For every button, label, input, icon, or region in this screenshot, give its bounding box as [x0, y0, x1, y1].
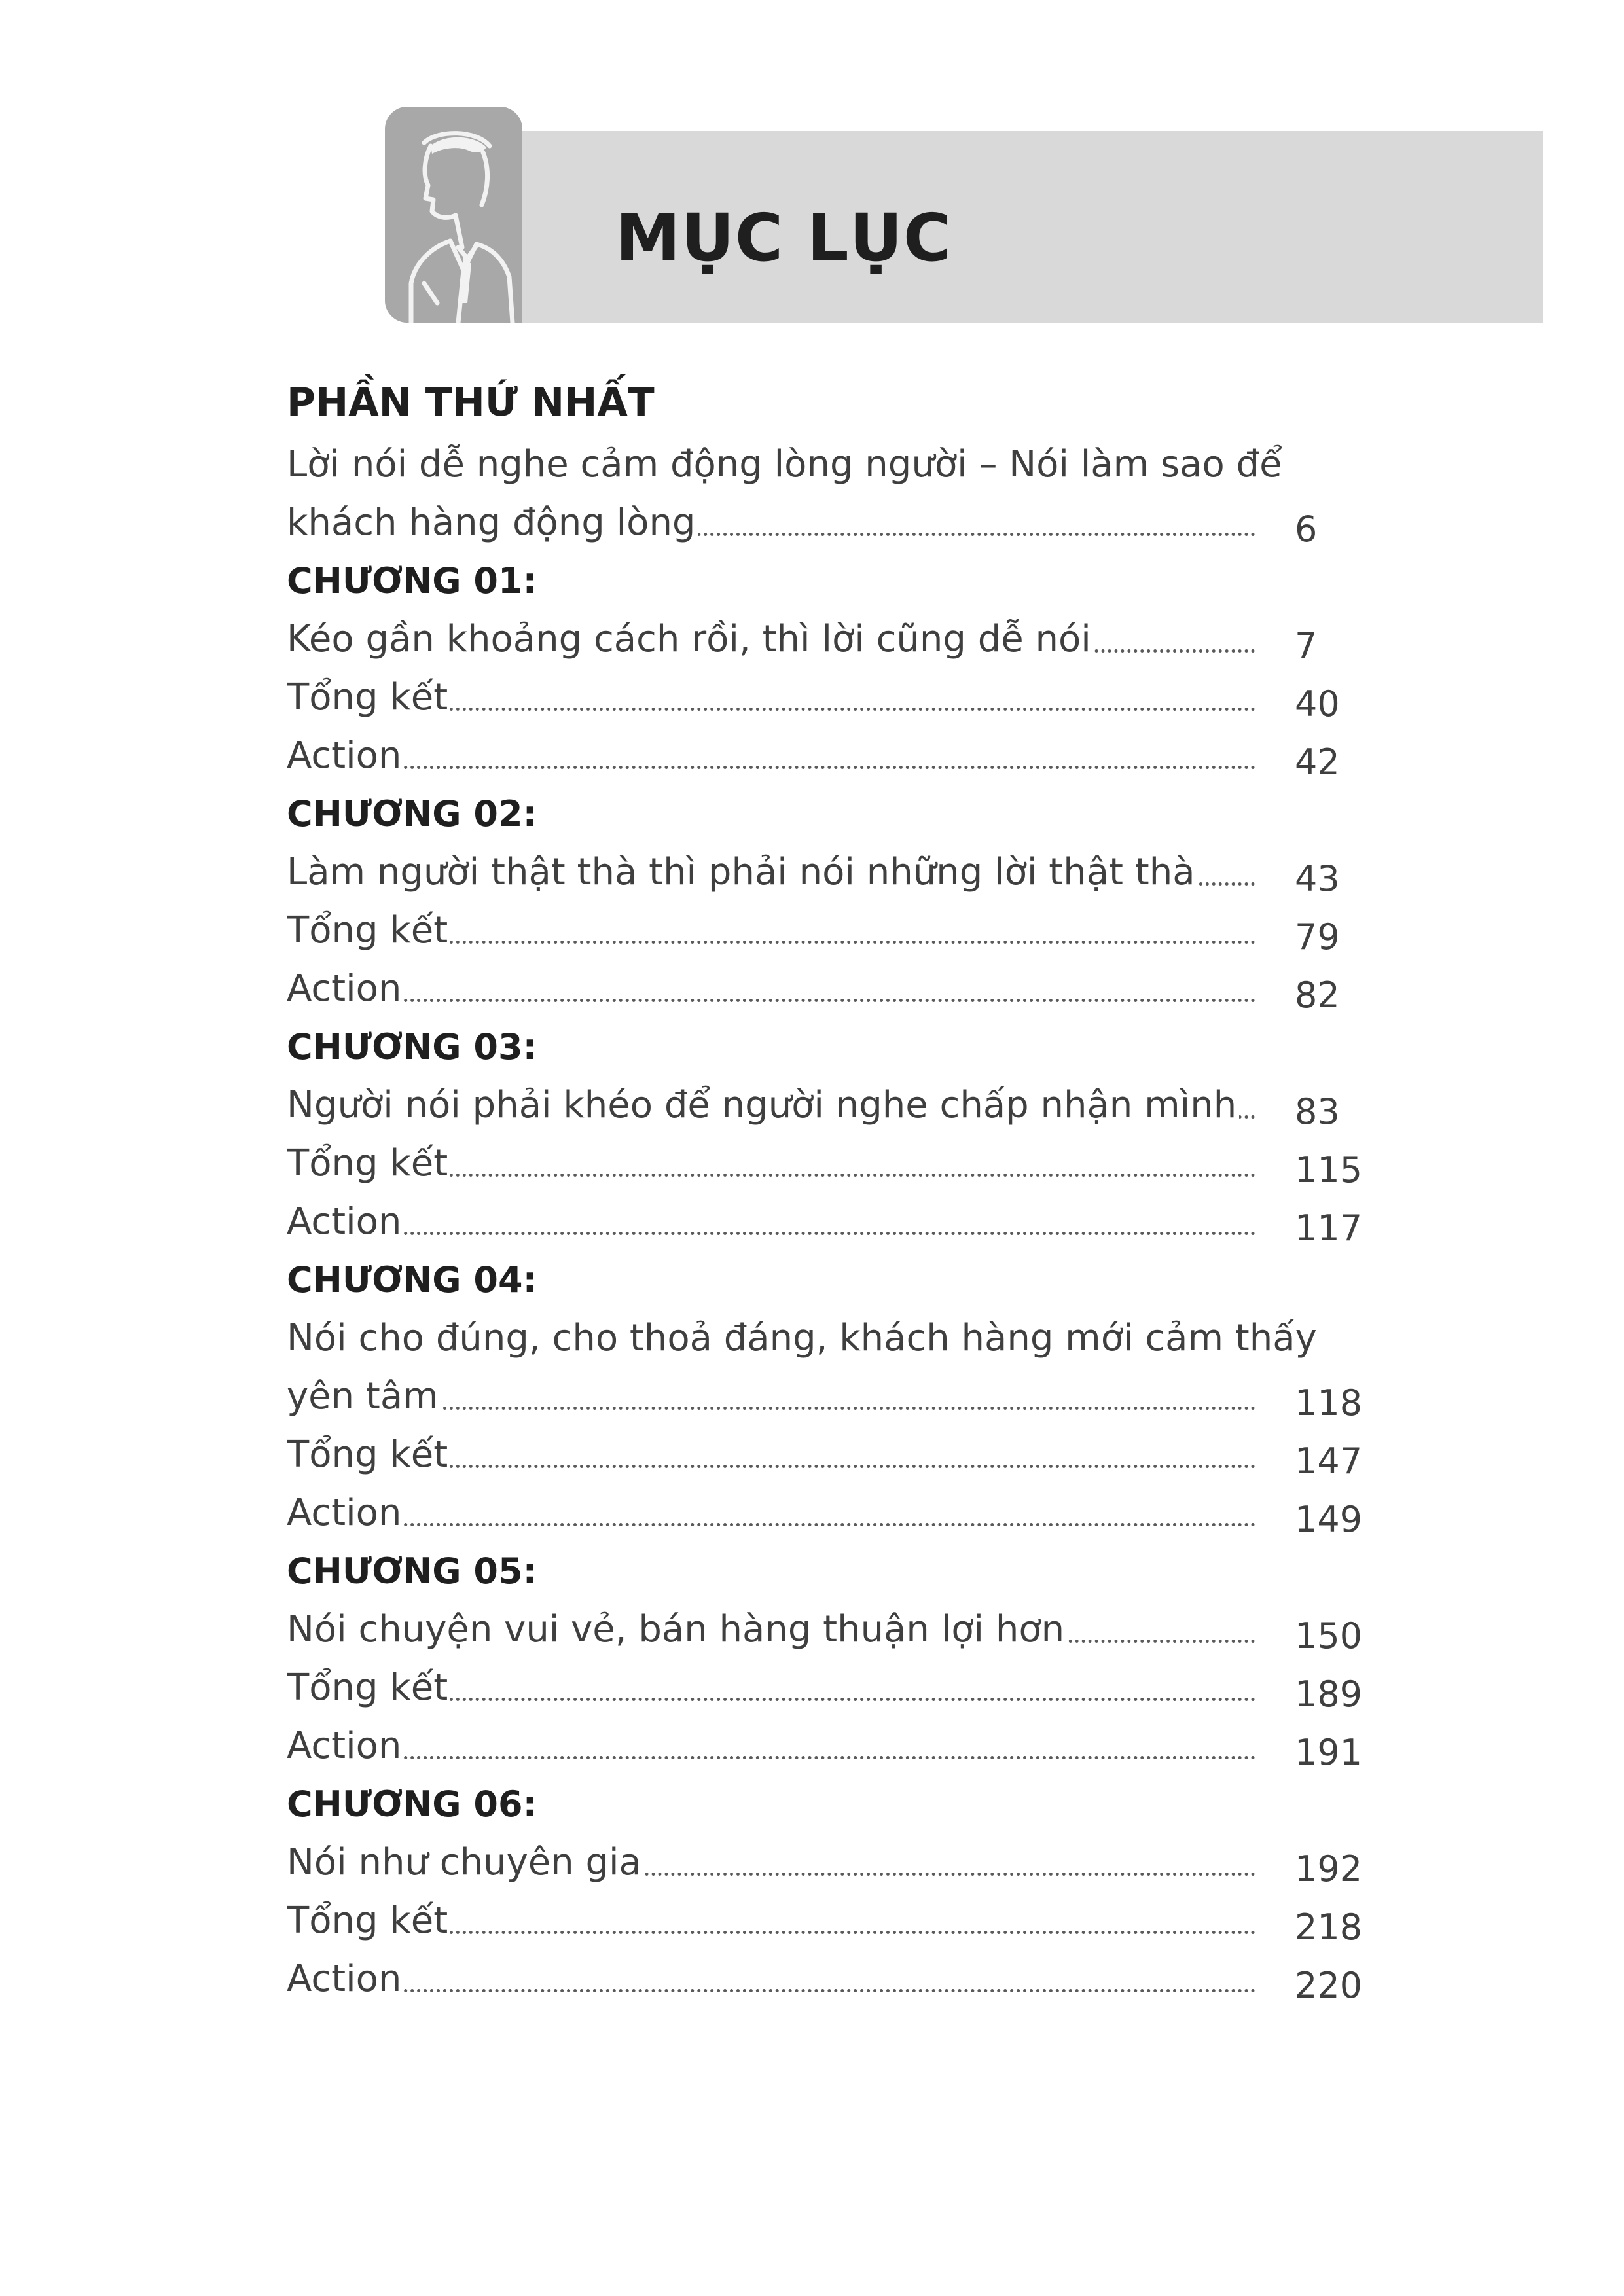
logo-badge: [385, 107, 522, 323]
toc-page-number: 191: [1295, 1732, 1363, 1773]
table-of-contents: [287, 370, 1399, 2008]
toc-entry[interactable]: [287, 1833, 1399, 1892]
toc-entry-text: Người nói phải khéo để người nghe chấp nhận mình: [287, 1084, 1239, 1126]
toc-entry-text: Action: [287, 734, 404, 777]
chapter-heading: CHƯƠNG 01:: [287, 560, 537, 601]
toc-entry[interactable]: [287, 1484, 1399, 1542]
chapter-heading: CHƯƠNG 04:: [287, 1259, 537, 1300]
toc-entry[interactable]: [287, 1134, 1399, 1193]
toc-entry-text: Tổng kết: [287, 909, 450, 952]
toc-page-number: 79: [1295, 916, 1340, 958]
toc-entry[interactable]: [287, 1193, 1399, 1251]
toc-page-number: 118: [1295, 1382, 1363, 1424]
toc-entry-text: Kéo gần khoảng cách rồi, thì lời cũng dễ nói: [287, 618, 1094, 660]
toc-entry[interactable]: [287, 1076, 1399, 1134]
toc-page-number: 117: [1295, 1208, 1363, 1249]
toc-entry-text: Action: [287, 967, 404, 1010]
toc-entry[interactable]: [287, 901, 1399, 960]
toc-entry[interactable]: [287, 668, 1399, 726]
toc-entry[interactable]: [287, 610, 1399, 668]
dot-leader: [287, 1756, 1255, 1759]
toc-page-number: 147: [1295, 1441, 1363, 1482]
dot-leader: [287, 1232, 1255, 1235]
page-title: MỤC LỤC: [615, 200, 952, 276]
toc-entry-text: khách hàng động lòng: [287, 501, 698, 544]
toc-page-number: 220: [1295, 1965, 1363, 2006]
toc-entry[interactable]: [287, 1600, 1399, 1659]
toc-entry-text: Action: [287, 1200, 404, 1243]
toc-page-number: 149: [1295, 1499, 1363, 1540]
toc-entry-text: Làm người thật thà thì phải nói những lời thật thà: [287, 851, 1198, 893]
toc-page-number: 40: [1295, 683, 1340, 725]
toc-page-number: 150: [1295, 1615, 1363, 1657]
toc-entry[interactable]: [287, 843, 1399, 901]
toc-entry[interactable]: [287, 1892, 1399, 1950]
toc-page-number: 6: [1295, 509, 1318, 550]
dot-leader: [287, 1523, 1255, 1526]
toc-entry[interactable]: [287, 1659, 1399, 1717]
toc-page-number: 192: [1295, 1848, 1363, 1890]
toc-page-number: 189: [1295, 1674, 1363, 1715]
toc-entry-line: Nói cho đúng, cho thoả đáng, khách hàng mới cảm thấy: [287, 1317, 1317, 1359]
toc-entry[interactable]: [287, 960, 1399, 1018]
toc-entry-text: Tổng kết: [287, 1433, 450, 1476]
part-title: PHẦN THỨ NHẤT: [287, 380, 655, 425]
dot-leader: [287, 1989, 1255, 1992]
toc-page-number: 83: [1295, 1091, 1340, 1132]
toc-entry-text: Tổng kết: [287, 1142, 450, 1185]
toc-entry-text: Tổng kết: [287, 1666, 450, 1709]
toc-entry[interactable]: [287, 1426, 1399, 1484]
toc-entry[interactable]: [287, 726, 1399, 785]
toc-entry-line: Lời nói dễ nghe cảm động lòng người – Nói làm sao để: [287, 443, 1282, 486]
chapter-heading: CHƯƠNG 03:: [287, 1026, 537, 1067]
toc-entry-text: Action: [287, 1492, 404, 1534]
toc-entry-text: Tổng kết: [287, 676, 450, 719]
toc-entry-text: Action: [287, 1958, 404, 2000]
chapter-heading: CHƯƠNG 02:: [287, 793, 537, 834]
dot-leader: [287, 999, 1255, 1002]
toc-entry-text: Nói chuyện vui vẻ, bán hàng thuận lợi hơn: [287, 1608, 1067, 1651]
toc-entry[interactable]: [287, 493, 1399, 552]
chapter-heading: CHƯƠNG 06:: [287, 1784, 537, 1825]
toc-page-number: 218: [1295, 1907, 1363, 1948]
toc-entry[interactable]: [287, 1367, 1399, 1426]
toc-page-number: 115: [1295, 1149, 1363, 1191]
header-banner: [385, 131, 1543, 323]
toc-entry[interactable]: [287, 1717, 1399, 1775]
toc-entry-text: Nói như chuyên gia: [287, 1841, 644, 1884]
toc-page-number: 82: [1295, 975, 1340, 1016]
toc-entry[interactable]: [287, 1950, 1399, 2008]
toc-entry-text: Action: [287, 1725, 404, 1767]
toc-page-number: 42: [1295, 742, 1340, 783]
toc-entry-text: yên tâm: [287, 1375, 441, 1418]
man-in-suit-silhouette-icon: [385, 107, 522, 323]
toc-page-number: 7: [1295, 625, 1318, 666]
toc-page-number: 43: [1295, 858, 1340, 899]
dot-leader: [287, 766, 1255, 769]
chapter-heading: CHƯƠNG 05:: [287, 1551, 537, 1592]
toc-entry-text: Tổng kết: [287, 1899, 450, 1942]
